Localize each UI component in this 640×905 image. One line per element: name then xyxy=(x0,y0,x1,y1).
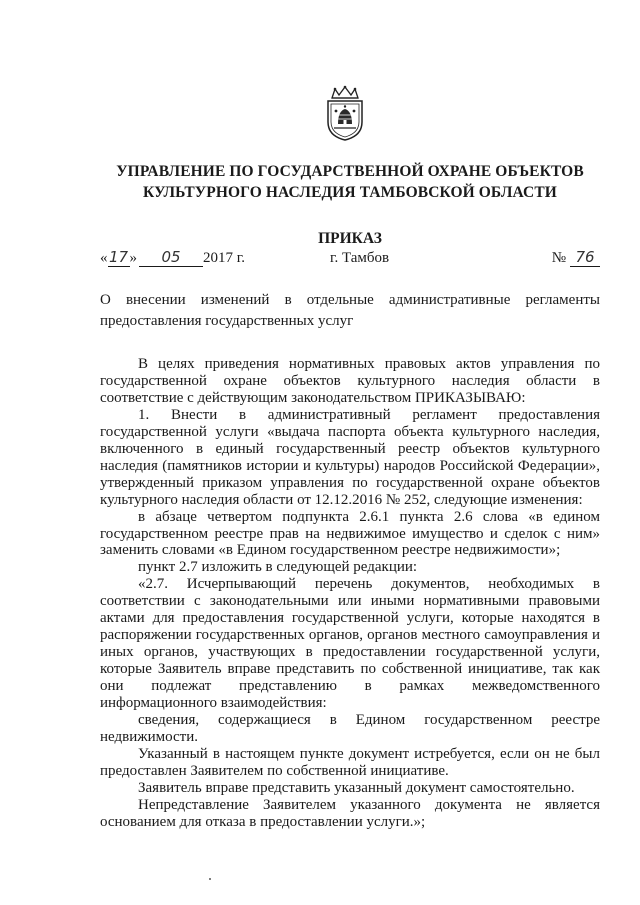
date-quote-open: « xyxy=(100,250,108,266)
organization-title xyxy=(100,161,600,203)
document-number xyxy=(552,247,600,269)
number-value: 76 xyxy=(570,249,600,267)
date-year: 2017 г. xyxy=(203,250,245,266)
paragraph-self-submit: Заявитель вправе представить указанный документ самостоятельно. xyxy=(138,779,575,796)
document-body xyxy=(100,356,600,831)
number-sign: № xyxy=(551,250,566,266)
subject-line2: предоставления государственных услуг xyxy=(100,313,354,329)
paragraph-point-2-7-intro: пункт 2.7 изложить в следующей редакции: xyxy=(138,559,418,576)
paragraph-preamble: В целях приведения нормативных правовых актов управления по государственной охране объектов культурного наследия области в соответствие с действующим законодательством ПРИКАЗЫВАЮ: xyxy=(100,356,600,406)
paragraph-point-2-7: «2.7. Исчерпывающий перечень документов, необходимых в соответствии с законодательными или иными нормативными правовыми актами для предоставления государственной услуги, которые находятся в распоряжении государственных органов, органов местного самоуправления и иных органов, участвующих в предоставлении государственной услуги, которые Заявитель вправе представить по собственной инициативе, так как они подлежат представлению в рамках межведомственного информационного взаимодействия: xyxy=(100,576,600,712)
paragraph-non-submission: Непредставление Заявителем указанного документа не является основанием для отказа в предоставлении услуги.»; xyxy=(100,796,600,830)
document-subject xyxy=(100,290,600,332)
paragraph-amendment-2-6-1: в абзаце четвертом подпункта 2.6.1 пункта 2.6 слова «в едином государственном реестре прав на недвижимое имущество и сделок с ним» заменить словами «в Едином государственном реестре недвижимости»; xyxy=(100,508,600,559)
page-mark xyxy=(209,878,211,880)
document-type: ПРИКАЗ xyxy=(318,230,382,247)
document-city: г. Тамбов xyxy=(330,250,390,266)
coat-of-arms-icon xyxy=(322,84,368,142)
date-quote-close: » xyxy=(129,250,137,266)
date-day: 17 xyxy=(108,248,129,266)
date-month: 05 xyxy=(139,249,203,267)
organization-title-line2: КУЛЬТУРНОГО НАСЛЕДИЯ ТАМБОВСКОЙ ОБЛАСТИ xyxy=(143,184,557,201)
organization-title-line1: УПРАВЛЕНИЕ ПО ГОСУДАРСТВЕННОЙ ОХРАНЕ ОБЪЕКТОВ xyxy=(116,163,584,180)
paragraph-request: Указанный в настоящем пункте документ истребуется, если он не был предоставлен Заявителем по собственной инициативе. xyxy=(100,745,600,779)
document-date xyxy=(100,247,245,269)
subject-line1: О внесении изменений в отдельные административные регламенты xyxy=(100,292,600,308)
paragraph-item-1: 1. Внести в административный регламент предоставления государственной услуги «выдача паспорта объекта культурного наследия, включенного в единый государственный реестр объектов культурного наследия (памятников истории и культуры) народов Российской Федерации», утвержденный приказом управления по государственной охране объектов культурного наследия области от 12.12.2016 № 252, следующие изменения: xyxy=(100,406,600,508)
document-meta xyxy=(100,247,600,269)
paragraph-info: сведения, содержащиеся в Едином государственном реестре недвижимости. xyxy=(100,712,600,745)
